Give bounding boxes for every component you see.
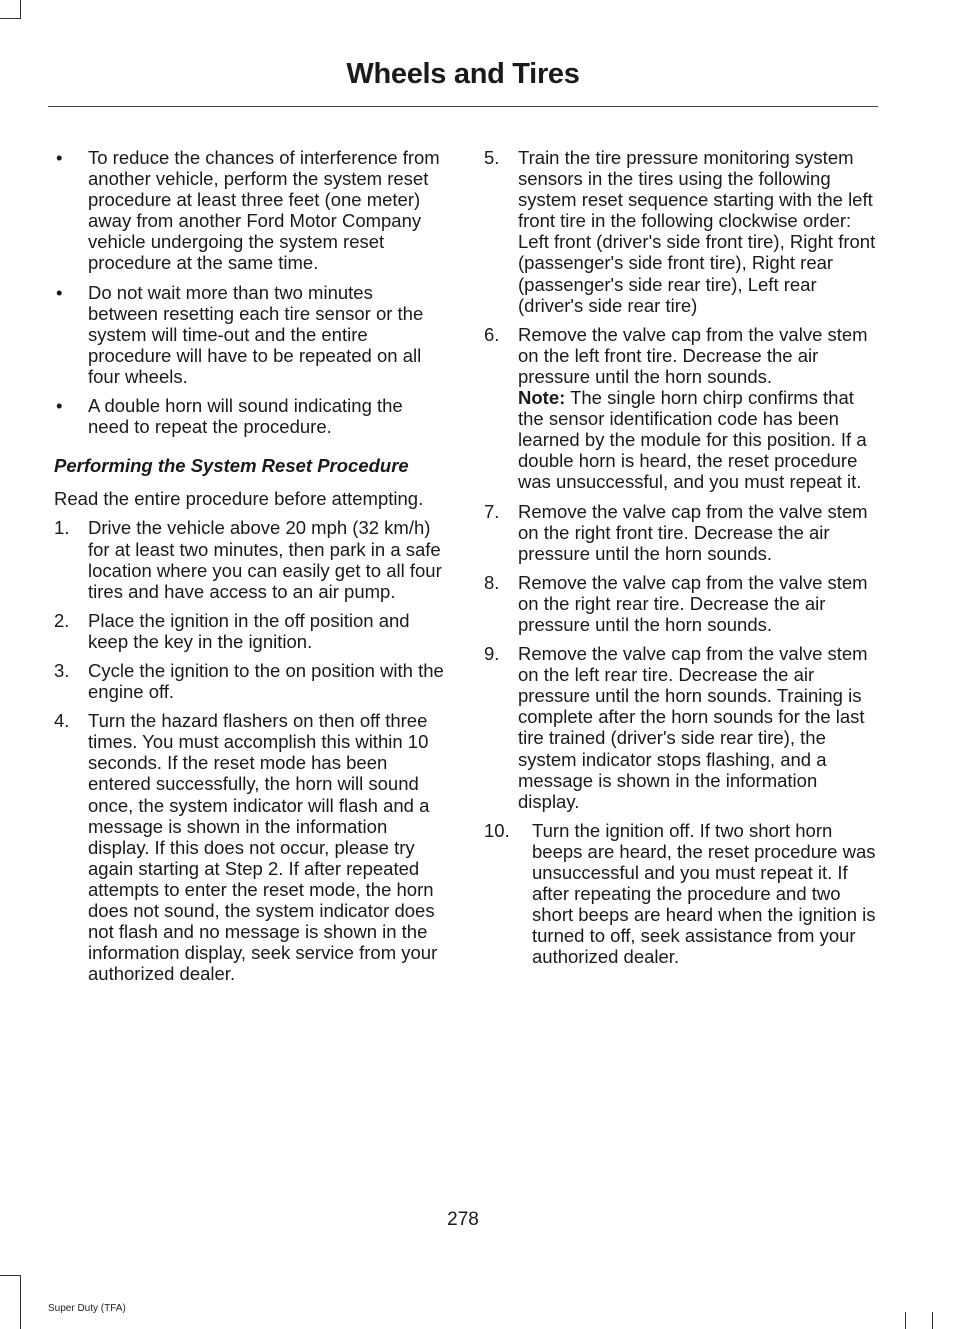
title-divider — [48, 106, 878, 107]
step-number: 5. — [484, 147, 500, 168]
step-item — [484, 324, 876, 493]
crop-mark-top-left-v — [20, 0, 21, 19]
step-number: 6. — [484, 323, 500, 345]
step-text-with-note — [484, 324, 876, 493]
section-heading: Performing the System Reset Procedure — [54, 455, 409, 477]
bullet-text: To reduce the chances of interference from another vehicle, perform the system reset procedure at least three feet (one meter) away from another Ford Motor Company vehicle undergoing the system reset procedure at the same time. — [88, 147, 440, 274]
bullet-text: Do not wait more than two minutes between resetting each tire sensor or the system will time-out and the entire procedure will have to be repeated on all four wheels. — [88, 281, 424, 387]
bullet-item — [54, 147, 446, 274]
step-number: 1. — [54, 517, 70, 539]
bullet-mark: • — [56, 395, 63, 417]
bullet-item — [54, 395, 446, 437]
step-number: 3. — [54, 659, 70, 681]
crop-mark-bottom-left-h — [0, 1275, 20, 1276]
bullet-mark: • — [56, 147, 63, 168]
step-item — [484, 501, 876, 564]
step-number: 10. — [484, 819, 510, 841]
bullet-text: A double horn will sound indicating the need to repeat the procedure. — [88, 395, 403, 438]
crop-mark-top-left-h — [0, 18, 20, 19]
footer-doc-label: Super Duty (TFA) — [48, 1303, 126, 1314]
step-item — [54, 660, 446, 702]
step-number: 8. — [484, 571, 500, 593]
step-text: Place the ignition in the off position and keep the key in the ignition. — [88, 609, 410, 652]
crop-mark-bottom-left-v — [20, 1275, 21, 1329]
page-number: 278 — [447, 1209, 479, 1230]
step-text: Turn the hazard flashers on then off three times. You must accomplish this within 10 seconds. If the reset mode has been entered successfully, the horn will sound once, the system indicator will flash and a message is shown in the information display. If this does not occur, please try again starting at Step 2. If after repeated attempts to enter the reset mode, the horn does not sound, the system indicator does not flash and no message is shown in the information display, seek service from your authorized dealer. — [88, 710, 438, 985]
step-number: 7. — [484, 500, 500, 522]
step-item — [484, 820, 876, 968]
left-column — [54, 147, 446, 992]
step-text: Remove the valve cap from the valve stem on the left front tire. Decrease the air pressure until the horn sounds. — [518, 323, 868, 387]
step-number: 4. — [54, 710, 70, 732]
intro-paragraph: Read the entire procedure before attempting. — [54, 488, 424, 510]
crop-mark-bottom-right-v1 — [905, 1312, 906, 1329]
step-text: Cycle the ignition to the on position with the engine off. — [88, 659, 444, 703]
step-item — [54, 610, 446, 652]
step-text: Remove the valve cap from the valve stem on the right front tire. Decrease the air pressure until the horn sounds. — [518, 500, 868, 564]
step-item — [54, 710, 446, 984]
note-label: Note: — [518, 387, 566, 409]
bullet-item — [54, 282, 446, 387]
step-item — [54, 517, 446, 601]
step-number: 2. — [54, 609, 70, 631]
note-text: The single horn chirp confirms that the sensor identification code has been learned by the module for this position. If a double horn is heard, the reset procedure was unsuccessful, and you must repeat it. — [518, 387, 867, 493]
step-text: Remove the valve cap from the valve stem on the right rear tire. Decrease the air pressure until the horn sounds. — [518, 571, 868, 635]
step-text: Train the tire pressure monitoring system sensors in the tires using the following system reset sequence starting with the left front tire in the following clockwise order: Left front (driver's side front tire), Right front (passenger's side front tire), Right rear (passenger's side rear tire), Left rear (driver's side rear tire) — [518, 147, 876, 316]
right-column — [484, 147, 876, 975]
step-number: 9. — [484, 643, 500, 665]
step-item — [484, 643, 876, 812]
step-item — [484, 572, 876, 635]
step-item — [484, 147, 876, 316]
step-text: Turn the ignition off. If two short horn beeps are heard, the reset procedure was unsuccessful and you must repeat it. If after repeating the procedure and two short beeps are heard when the ignition is turned to off, seek assistance from your authorized dealer. — [532, 819, 876, 968]
step-text: Remove the valve cap from the valve stem on the left rear tire. Decrease the air pressure until the horn sounds. Training is complete after the horn sounds for the last tire trained (driver's side rear tire), the system indicator stops flashing, and a message is shown in the information display. — [518, 643, 868, 812]
page-title: Wheels and Tires — [346, 58, 580, 90]
crop-mark-bottom-right-v2 — [932, 1312, 933, 1329]
step-text: Drive the vehicle above 20 mph (32 km/h) for at least two minutes, then park in a safe location where you can easily get to all four tires and have access to an air pump. — [88, 517, 442, 602]
bullet-mark: • — [56, 281, 63, 303]
